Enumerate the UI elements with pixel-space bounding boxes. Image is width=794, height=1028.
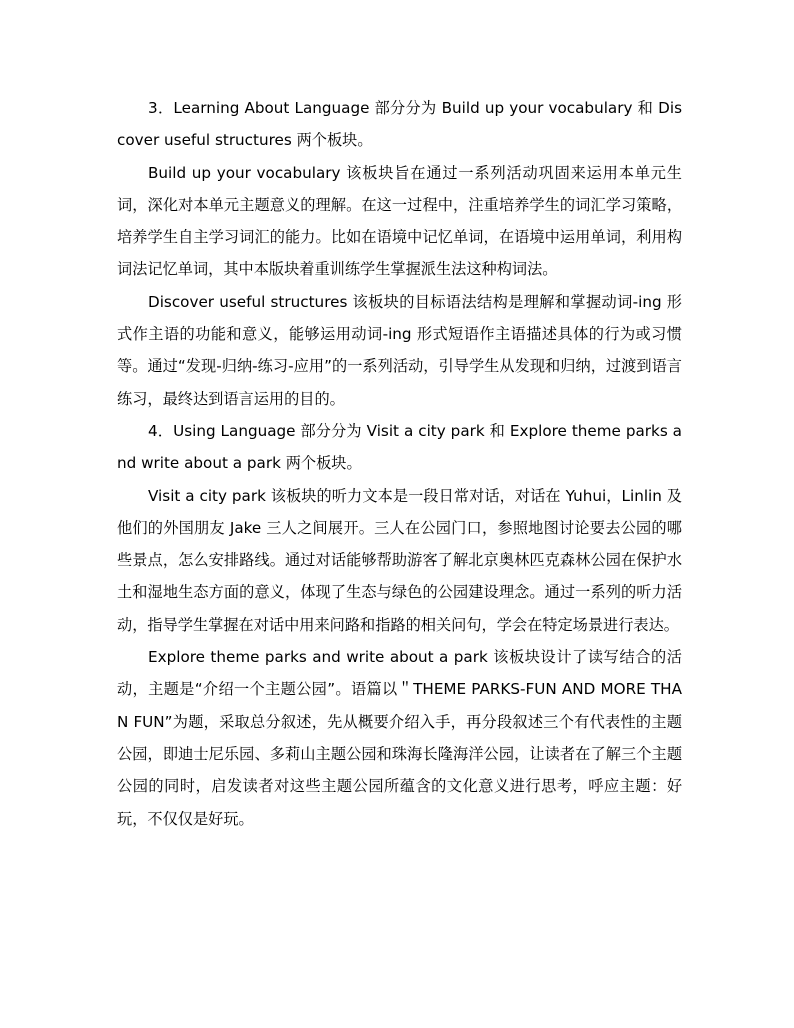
paragraph-using-language: 4．Using Language 部分分为 Visit a city park 和 Explore theme parks and write about a park 两个板块。 xyxy=(117,421,682,473)
document-page xyxy=(117,92,682,835)
paragraph-explore-theme-parks: Explore theme parks and write about a park 该板块设计了读写结合的活动，主题是“介绍一个主题公园”。语篇以＂THEME PARKS-FUN AND MORE THAN FUN”为题，采取总分叙述，先从概要介绍入手，再分段叙述三个有代表性的主题公园，即迪士尼乐园、多莉山主题公园和珠海长隆海洋公园，让读者在了解三个主题公园的同时，启发读者对这些主题公园所蕴含的文化意义进行思考，呼应主题：好玩，不仅仅是好玩。 xyxy=(117,648,682,828)
paragraph-learning-about-language: 3．Learning About Language 部分分为 Build up your vocabulary 和 Discover useful structures 两个板块。 xyxy=(117,99,682,150)
paragraph-discover-useful-structures: Discover useful structures 该板块的目标语法结构是理解和掌握动词-ing 形式作主语的功能和意义，能够运用动词-ing 形式短语作主语描述具体的行为或习惯等。通过“发现-归纳-练习-应用”的一系列活动，引导学生从发现和归纳，过渡到语言练习，最终达到语言运用的目的。 xyxy=(117,292,682,408)
paragraph-visit-a-city-park: Visit a city park 该板块的听力文本是一段日常对话，对话在 Yuhui，Linlin 及他们的外国朋友 Jake 三人之间展开。三人在公园门口，参照地图讨论要去公园的哪些景点，怎么安排路线。通过对话能够帮助游客了解北京奥林匹克森林公园在保护水土和湿地生态方面的意义，体现了生态与绿色的公园建设理念。通过一系列的听力活动，指导学生掌握在对话中用来问路和指路的相关问句，学会在特定场景进行表达。 xyxy=(117,486,682,634)
paragraph-build-up-vocabulary: Build up your vocabulary 该板块旨在通过一系列活动巩固来运用本单元生词，深化对本单元主题意义的理解。在这一过程中，注重培养学生的词汇学习策略，培养学生自主学习词汇的能力。比如在语境中记忆单词，在语境中运用单词，利用构词法记忆单词，其中本版块着重训练学生掌握派生法这种构词法。 xyxy=(117,163,682,279)
